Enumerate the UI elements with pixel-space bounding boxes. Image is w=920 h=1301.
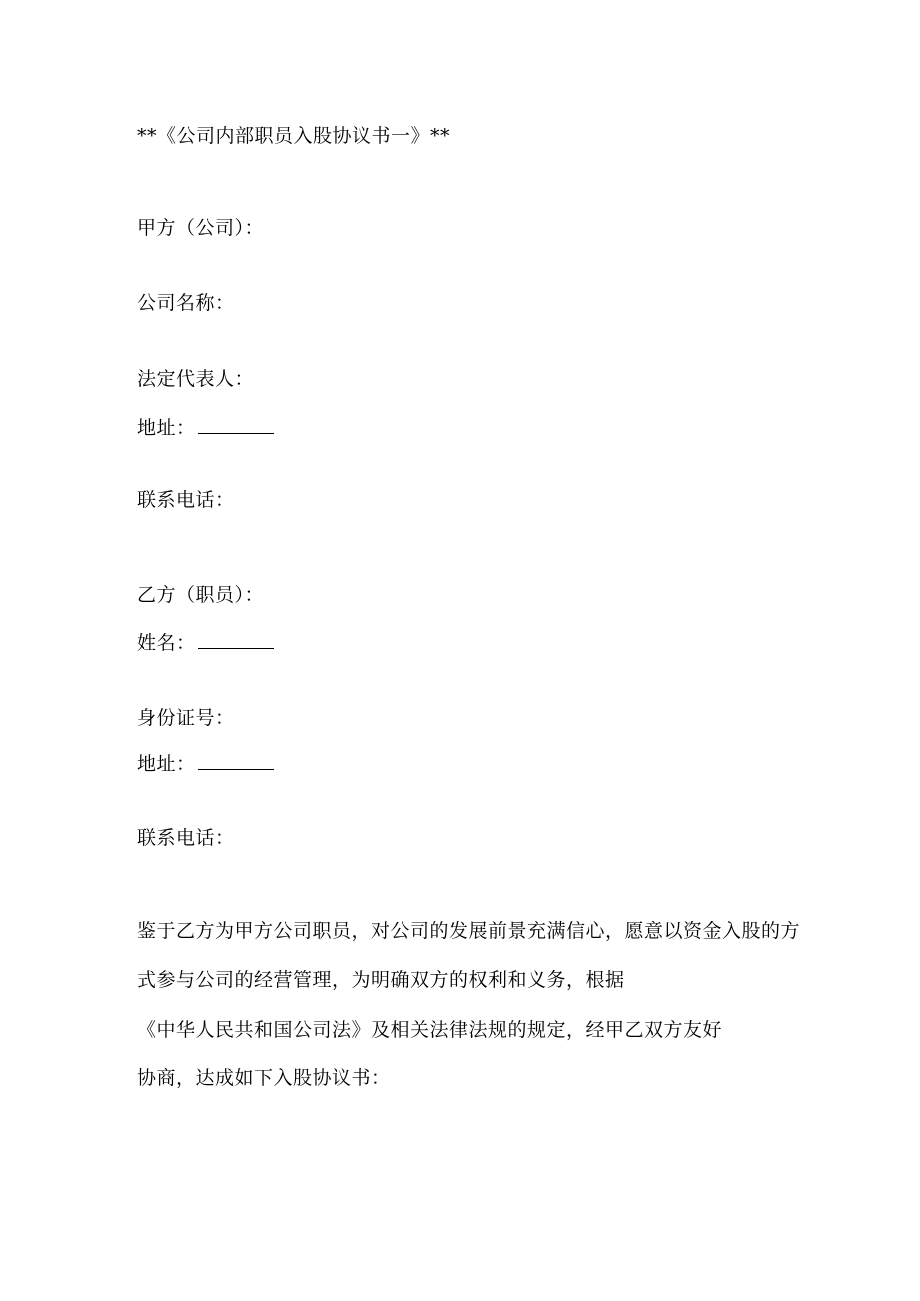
party-a-address-row <box>137 416 274 440</box>
party-a-address-blank <box>198 416 274 434</box>
party-b-name-blank <box>198 631 274 649</box>
legal-representative-label: 法定代表人： <box>137 368 255 390</box>
preamble-line-3: 《中华人民共和国公司法》及相关法律法规的规定，经甲乙双方友好 <box>137 1019 723 1041</box>
party-b-phone-label: 联系电话： <box>137 827 235 849</box>
party-b-heading: 乙方（职员）： <box>137 584 265 606</box>
party-b-id-label: 身份证号： <box>137 707 235 729</box>
party-a-phone-label: 联系电话： <box>137 489 235 511</box>
party-b-name-label: 姓名： <box>137 632 196 654</box>
party-a-address-label: 地址： <box>137 417 196 439</box>
document-title: **《公司内部职员入股协议书一》** <box>137 125 451 147</box>
party-a-heading: 甲方（公司）： <box>137 217 265 239</box>
party-b-name-row <box>137 631 274 655</box>
preamble-line-4: 协商，达成如下入股协议书： <box>137 1067 391 1089</box>
party-b-address-blank <box>198 752 274 770</box>
preamble-line-1: 鉴于乙方为甲方公司职员，对公司的发展前景充满信心，愿意以资金入股的方 <box>137 920 801 942</box>
party-b-address-label: 地址： <box>137 753 196 775</box>
company-name-label: 公司名称： <box>137 292 235 314</box>
preamble-line-2: 式参与公司的经营管理，为明确双方的权利和义务，根据 <box>137 969 625 991</box>
party-b-address-row <box>137 752 274 776</box>
